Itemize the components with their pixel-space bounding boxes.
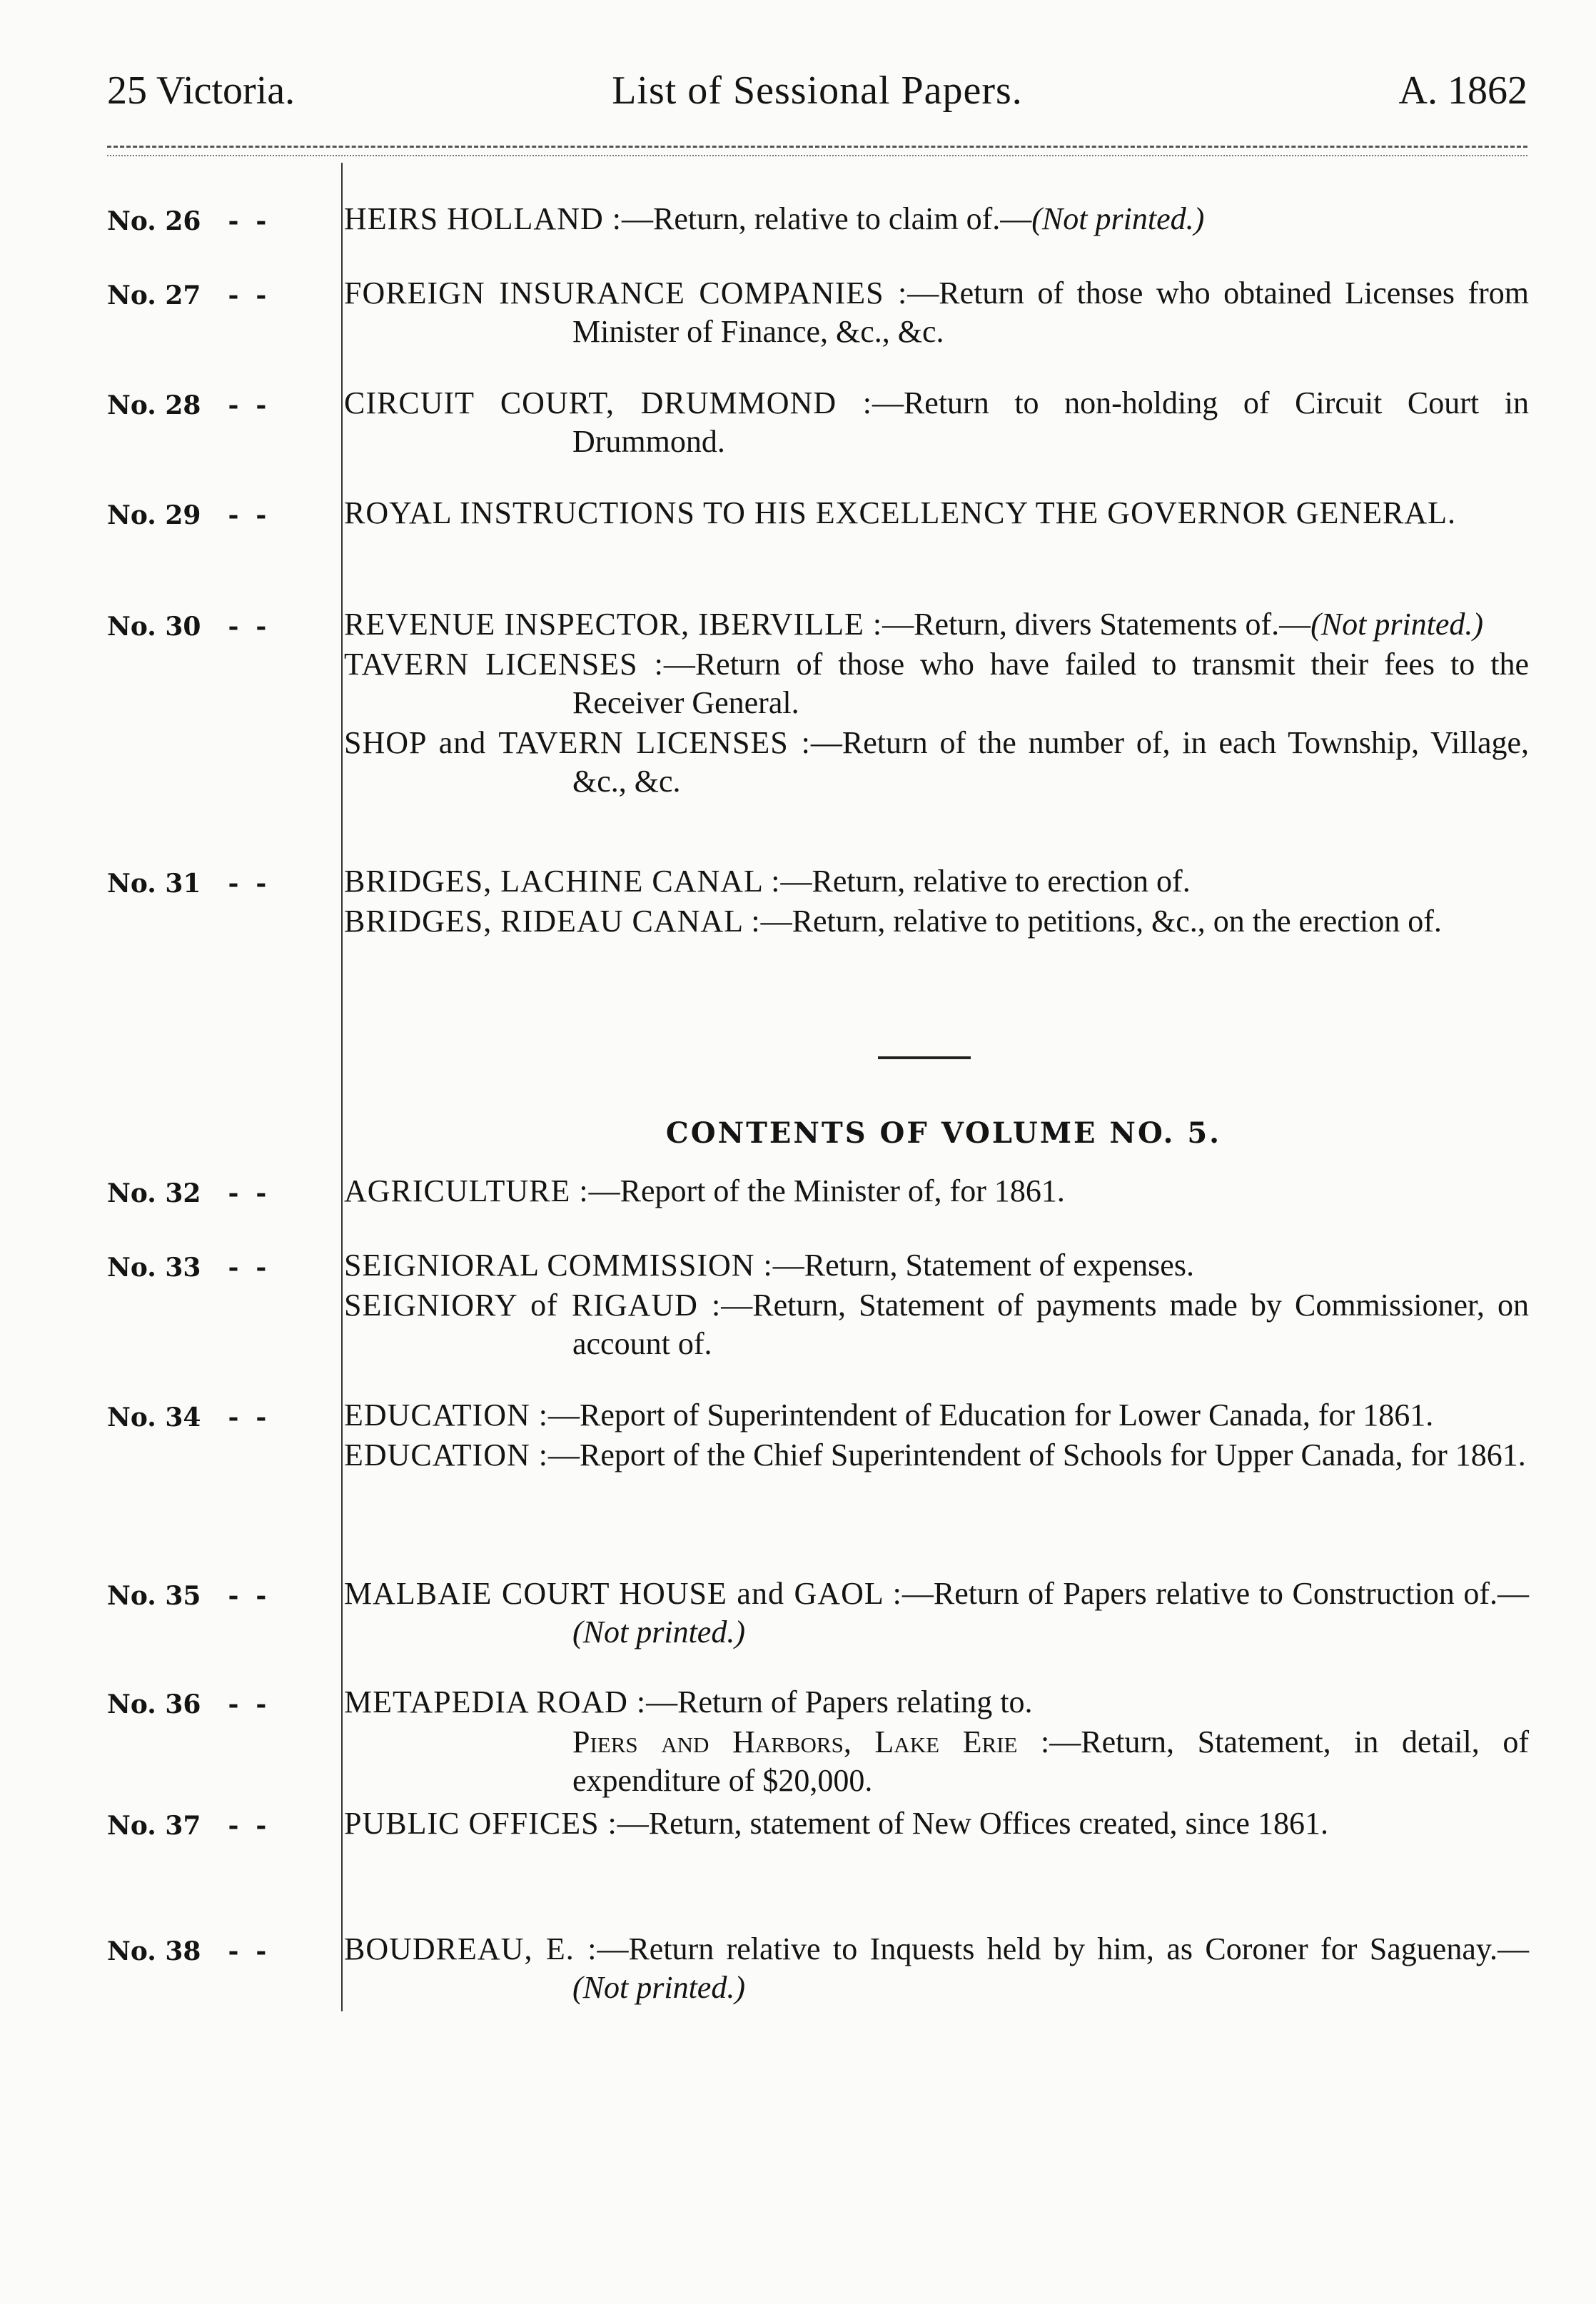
leader-dash: - bbox=[228, 869, 239, 899]
paper-title: FOREIGN INSURANCE COMPANIES : bbox=[344, 276, 908, 310]
paper-description: —Return of Papers relating to. bbox=[646, 1684, 1033, 1719]
paper-title: CIRCUIT COURT, DRUMMOND : bbox=[344, 385, 872, 420]
paper-number-text: No. 28 bbox=[107, 390, 201, 420]
paper-entry bbox=[344, 1172, 1529, 1211]
paper-item bbox=[344, 862, 1529, 901]
paper-description: —Return, Statement, in detail, of expenditure of $20,000. bbox=[572, 1724, 1529, 1798]
paper-item bbox=[344, 1436, 1529, 1475]
paper-entry bbox=[344, 494, 1529, 532]
volume-heading: CONTENTS OF VOLUME NO. 5. bbox=[665, 1116, 1222, 1150]
paper-number bbox=[107, 495, 321, 535]
paper-number-text: No. 31 bbox=[107, 869, 201, 899]
paper-description: —Return, statement of New Offices created, since 1861. bbox=[617, 1806, 1328, 1841]
leader-dash: - bbox=[228, 1581, 239, 1611]
header-year: A. 1862 bbox=[1398, 69, 1527, 113]
paper-entry bbox=[344, 274, 1529, 351]
paper-entry bbox=[344, 1396, 1529, 1475]
paper-description: —Return of Papers relative to Construction of.— bbox=[901, 1576, 1530, 1611]
paper-number bbox=[107, 1248, 321, 1288]
paper-description: —Report of Superintendent of Education for Lower Canada, for 1861. bbox=[547, 1398, 1434, 1433]
paper-number bbox=[107, 1931, 321, 1971]
paper-entry bbox=[344, 1246, 1529, 1363]
paper-description: —Report of the Minister of, for 1861. bbox=[588, 1173, 1065, 1208]
paper-title: HEIRS HOLLAND : bbox=[344, 201, 622, 236]
paper-title: BOUDREAU, E. : bbox=[344, 1931, 597, 1966]
paper-number bbox=[107, 385, 321, 425]
paper-number bbox=[107, 201, 321, 241]
paper-item bbox=[344, 605, 1529, 644]
not-printed-note: (Not printed.) bbox=[572, 1970, 745, 2005]
paper-title: MALBAIE COURT HOUSE and GAOL : bbox=[344, 1576, 902, 1611]
paper-item bbox=[344, 274, 1529, 351]
paper-description: —Return of those who obtained Licenses from Minister of Finance, &c., &c. bbox=[572, 276, 1529, 349]
paper-number-text: No. 30 bbox=[107, 612, 201, 642]
page-header bbox=[107, 66, 1527, 116]
paper-entry bbox=[344, 384, 1529, 461]
paper-title: Piers and Harbors, Lake Erie : bbox=[572, 1724, 1050, 1759]
paper-item bbox=[344, 645, 1529, 722]
paper-item bbox=[344, 1172, 1529, 1211]
paper-description: —Return of those who have failed to transmit their fees to the Receiver General. bbox=[572, 647, 1529, 720]
paper-item bbox=[344, 1804, 1529, 1843]
paper-title: ROYAL INSTRUCTIONS TO HIS EXCELLENCY THE GOVERNOR GENERAL. bbox=[344, 495, 1457, 530]
paper-description: —Return of the number of, in each Township, Village, &c., &c. bbox=[572, 725, 1529, 799]
paper-item bbox=[344, 1286, 1529, 1363]
paper-title: SEIGNIORAL COMMISSION : bbox=[344, 1248, 773, 1283]
header-rule bbox=[107, 146, 1527, 156]
paper-description: —Report of the Chief Superintendent of Schools for Upper Canada, for 1861. bbox=[547, 1438, 1526, 1472]
paper-item bbox=[344, 494, 1529, 532]
leader-dash: - bbox=[256, 1689, 267, 1719]
paper-number-text: No. 38 bbox=[107, 1936, 201, 1966]
paper-description: —Return, relative to erection of. bbox=[780, 864, 1191, 899]
leader-dash: - bbox=[228, 1253, 239, 1283]
paper-entry bbox=[344, 605, 1529, 801]
header-title: List of Sessional Papers. bbox=[612, 69, 1023, 113]
paper-item bbox=[344, 1396, 1529, 1435]
paper-item bbox=[344, 1723, 1529, 1800]
paper-description: —Return, relative to petitions, &c., on the erection of. bbox=[760, 904, 1442, 939]
leader-dash: - bbox=[256, 869, 267, 899]
leader-dash: - bbox=[228, 1178, 239, 1208]
paper-number bbox=[107, 1576, 321, 1616]
paper-number-text: No. 32 bbox=[107, 1178, 201, 1208]
paper-description: —Return, relative to claim of.— bbox=[621, 201, 1032, 236]
paper-item bbox=[344, 200, 1529, 238]
leader-dash: - bbox=[228, 1403, 239, 1433]
leader-dash: - bbox=[228, 206, 239, 236]
leader-dash: - bbox=[228, 1936, 239, 1966]
paper-title: EDUCATION : bbox=[344, 1398, 548, 1433]
paper-title: PUBLIC OFFICES : bbox=[344, 1806, 617, 1841]
leader-dash: - bbox=[256, 206, 267, 236]
paper-entry bbox=[344, 862, 1529, 941]
paper-title: METAPEDIA ROAD : bbox=[344, 1684, 647, 1719]
paper-title: REVENUE INSPECTOR, IBERVILLE : bbox=[344, 607, 883, 642]
paper-title: BRIDGES, LACHINE CANAL : bbox=[344, 864, 781, 899]
paper-entry bbox=[344, 1930, 1529, 2007]
section-separator bbox=[878, 1056, 971, 1059]
paper-title: BRIDGES, RIDEAU CANAL : bbox=[344, 904, 761, 939]
paper-title: SHOP and TAVERN LICENSES : bbox=[344, 725, 811, 760]
paper-entry bbox=[344, 1804, 1529, 1843]
paper-number bbox=[107, 1398, 321, 1438]
paper-number-text: No. 36 bbox=[107, 1689, 201, 1719]
paper-number-text: No. 29 bbox=[107, 500, 201, 530]
paper-number bbox=[107, 1684, 321, 1724]
column-divider bbox=[341, 163, 343, 2011]
not-printed-note: (Not printed.) bbox=[1031, 201, 1205, 236]
not-printed-note: (Not printed.) bbox=[572, 1615, 745, 1649]
leader-dash: - bbox=[256, 1253, 267, 1283]
leader-dash: - bbox=[256, 1936, 267, 1966]
paper-title: AGRICULTURE : bbox=[344, 1173, 589, 1208]
leader-dash: - bbox=[256, 1811, 267, 1841]
leader-dash: - bbox=[228, 390, 239, 420]
leader-dash: - bbox=[228, 1811, 239, 1841]
paper-item bbox=[344, 902, 1529, 941]
leader-dash: - bbox=[256, 281, 267, 310]
paper-number-text: No. 26 bbox=[107, 206, 201, 236]
paper-description: —Return, Statement of payments made by Commissioner, on account of. bbox=[572, 1288, 1529, 1361]
paper-entry bbox=[344, 1575, 1529, 1652]
leader-dash: - bbox=[256, 612, 267, 642]
paper-number-text: No. 34 bbox=[107, 1403, 201, 1433]
leader-dash: - bbox=[228, 1689, 239, 1719]
leader-dash: - bbox=[256, 500, 267, 530]
leader-dash: - bbox=[228, 500, 239, 530]
paper-description: —Return relative to Inquests held by him, as Coroner for Saguenay.— bbox=[597, 1931, 1529, 1966]
paper-number bbox=[107, 607, 321, 647]
paper-title: TAVERN LICENSES : bbox=[344, 647, 664, 682]
leader-dash: - bbox=[228, 281, 239, 310]
leader-dash: - bbox=[256, 390, 267, 420]
paper-item bbox=[344, 1246, 1529, 1285]
paper-title: SEIGNIORY of RIGAUD : bbox=[344, 1288, 722, 1323]
header-session: 25 Victoria. bbox=[107, 69, 296, 113]
paper-number-text: No. 27 bbox=[107, 281, 201, 310]
paper-number-text: No. 33 bbox=[107, 1253, 201, 1283]
paper-entry bbox=[344, 200, 1529, 238]
paper-number bbox=[107, 1173, 321, 1213]
not-printed-note: (Not printed.) bbox=[1310, 607, 1484, 642]
paper-item bbox=[344, 1683, 1529, 1722]
leader-dash: - bbox=[256, 1178, 267, 1208]
paper-number bbox=[107, 1806, 321, 1846]
paper-description: —Return, Statement of expenses. bbox=[772, 1248, 1194, 1283]
paper-item bbox=[344, 384, 1529, 461]
paper-item bbox=[344, 1575, 1529, 1652]
leader-dash: - bbox=[256, 1581, 267, 1611]
paper-description: —Return, divers Statements of.— bbox=[882, 607, 1311, 642]
paper-number-text: No. 37 bbox=[107, 1811, 201, 1841]
paper-description: —Return to non-holding of Circuit Court in Drummond. bbox=[572, 385, 1529, 459]
paper-number bbox=[107, 276, 321, 315]
leader-dash: - bbox=[228, 612, 239, 642]
paper-item bbox=[344, 724, 1529, 801]
paper-item bbox=[344, 1930, 1529, 2007]
paper-entry bbox=[344, 1683, 1529, 1800]
paper-number bbox=[107, 864, 321, 904]
paper-title: EDUCATION : bbox=[344, 1438, 548, 1472]
paper-number-text: No. 35 bbox=[107, 1581, 201, 1611]
leader-dash: - bbox=[256, 1403, 267, 1433]
